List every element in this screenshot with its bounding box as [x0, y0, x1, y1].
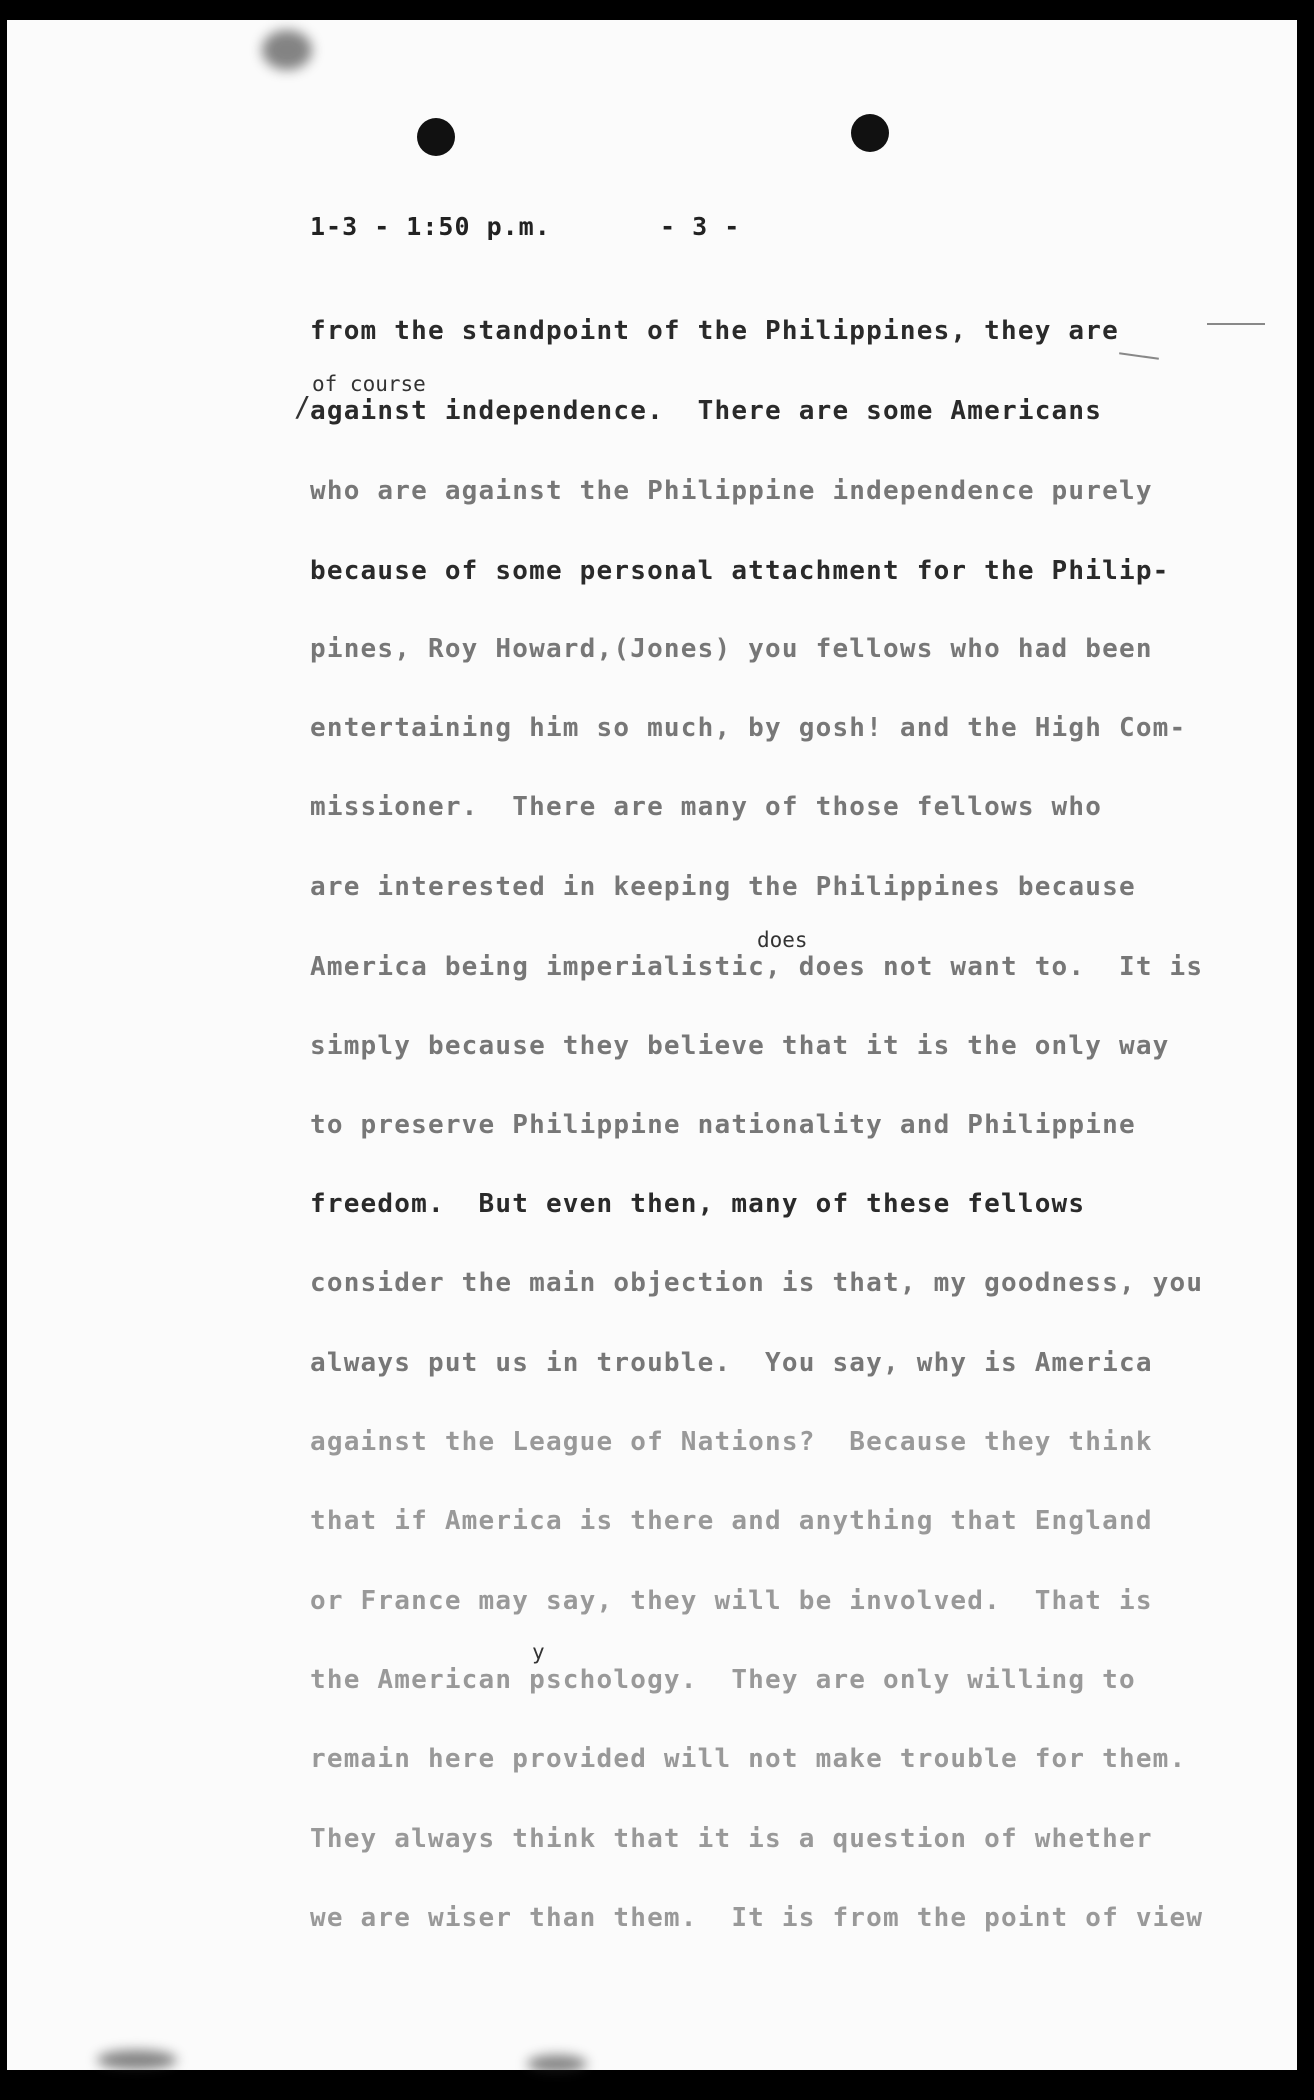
text-line: against the League of Nations? Because they think	[310, 1427, 1153, 1457]
scan-smudge	[262, 30, 312, 70]
document-page	[7, 20, 1297, 2070]
text-line: They always think that it is a question of whether	[310, 1824, 1153, 1854]
insertion-mark: /	[294, 390, 311, 423]
text-line: always put us in trouble. You say, why is America	[310, 1348, 1153, 1378]
margin-tick	[1207, 323, 1265, 325]
text-line: that if America is there and anything that England	[310, 1506, 1153, 1536]
text-line: America being imperialistic, does not want to. It is	[310, 952, 1204, 982]
text-line: against independence. There are some Americans	[310, 396, 1103, 426]
text-line: to preserve Philippine nationality and Philippine	[310, 1110, 1136, 1140]
header-page-number: - 3 -	[660, 212, 741, 241]
text-line: missioner. There are many of those fellows who	[310, 792, 1103, 822]
scan-smudge-bottom	[97, 2050, 177, 2070]
punch-hole-right	[851, 114, 889, 152]
text-line: remain here provided will not make trouble for them.	[310, 1744, 1187, 1774]
text-line: we are wiser than them. It is from the point of view	[310, 1903, 1204, 1933]
text-line: simply because they believe that it is the only way	[310, 1031, 1170, 1061]
punch-hole-left	[417, 118, 455, 156]
handwritten-insert-does: does	[757, 928, 808, 952]
handwritten-insert-y: y	[532, 1640, 545, 1664]
text-line: are interested in keeping the Philippines because	[310, 872, 1136, 902]
text-line: the American pschology. They are only willing to	[310, 1665, 1136, 1695]
text-line: freedom. But even then, many of these fellows	[310, 1189, 1086, 1219]
page-header	[310, 212, 741, 241]
text-line: from the standpoint of the Philippines, they are	[310, 316, 1119, 346]
margin-tick-2	[1119, 352, 1159, 360]
text-line: because of some personal attachment for the Philip-	[310, 556, 1170, 586]
text-line: who are against the Philippine independence purely	[310, 476, 1153, 506]
text-line: entertaining him so much, by gosh! and the High Com-	[310, 713, 1187, 743]
scan-smudge-bottom-2	[527, 2055, 587, 2073]
text-line: pines, Roy Howard,(Jones) you fellows who had been	[310, 634, 1153, 664]
handwritten-insert-of-course: of course	[312, 372, 426, 396]
text-line: or France may say, they will be involved. That is	[310, 1586, 1153, 1616]
header-time-stamp: 1-3 - 1:50 p.m.	[310, 212, 551, 241]
text-line: consider the main objection is that, my goodness, you	[310, 1268, 1204, 1298]
